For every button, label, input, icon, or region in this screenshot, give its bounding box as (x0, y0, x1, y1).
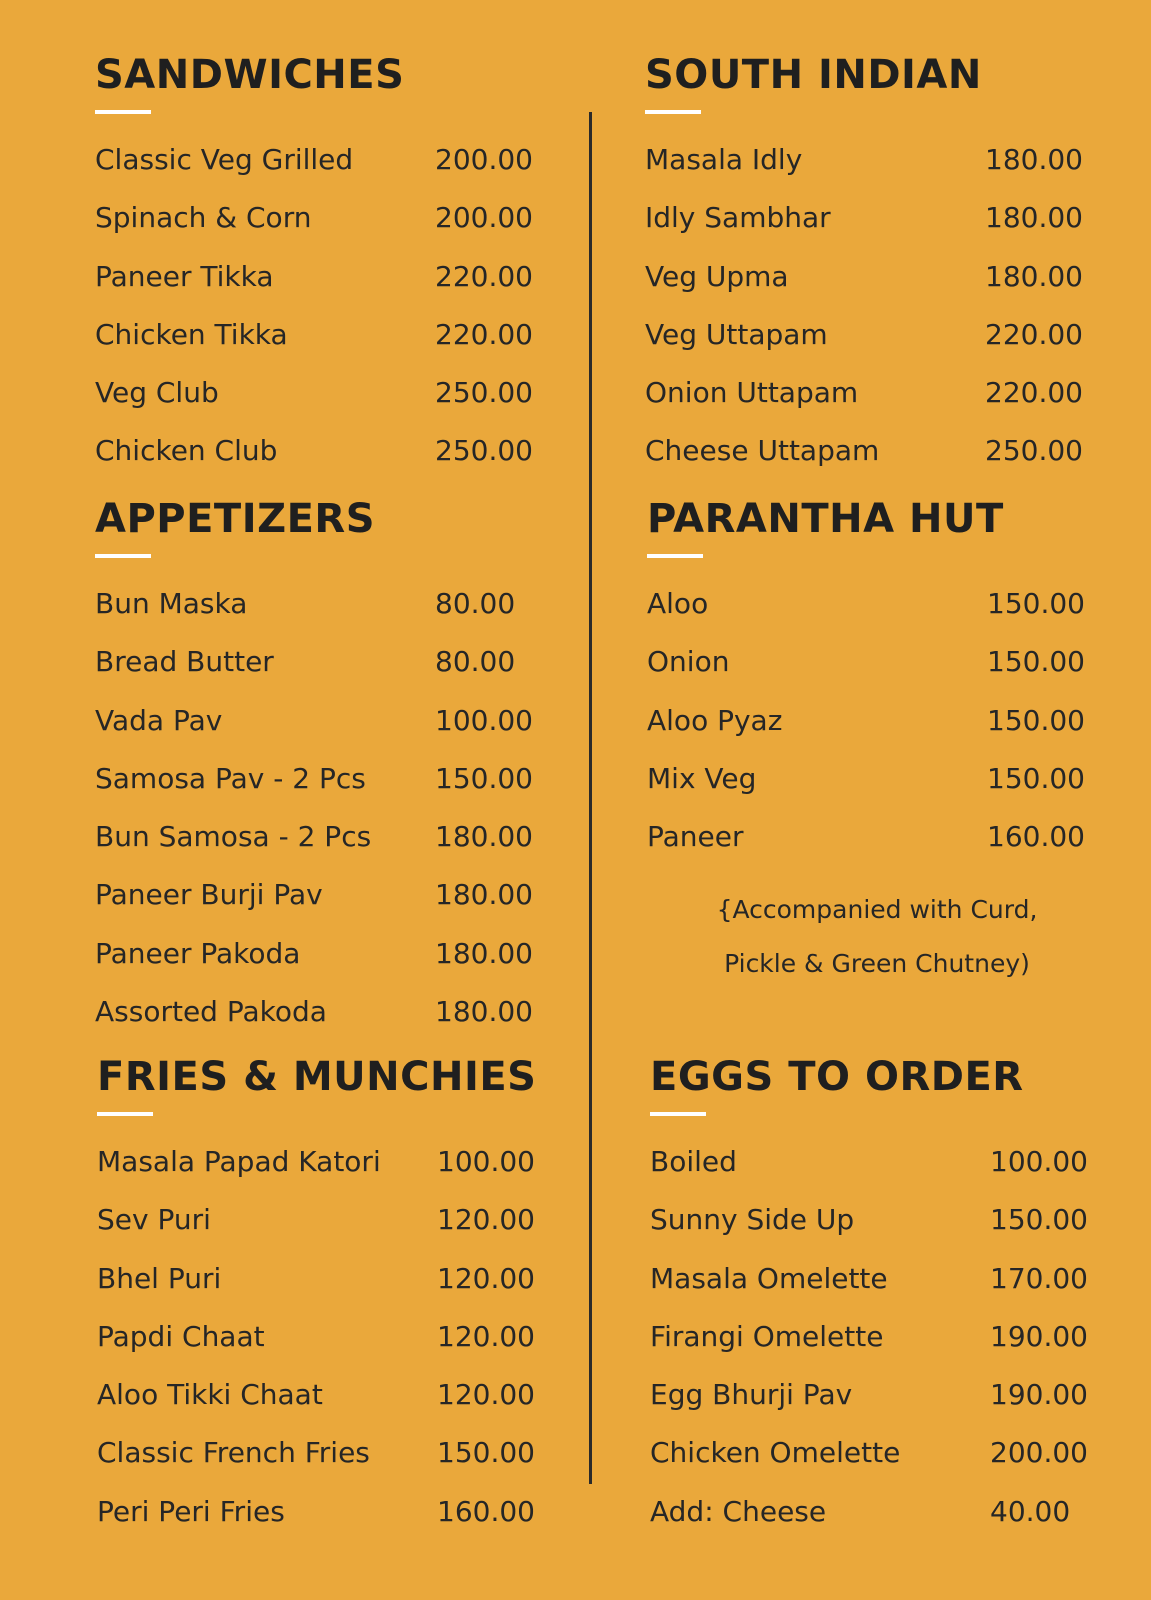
menu-item (97, 1435, 536, 1493)
item-name: Masala Papad Katori (97, 1145, 381, 1178)
item-price: 250.00 (435, 434, 533, 468)
item-name: Bun Maska (95, 587, 248, 620)
menu-item (95, 200, 533, 258)
item-name: Paneer Pakoda (95, 936, 301, 970)
column-divider (589, 112, 592, 1484)
item-price: 120.00 (437, 1378, 535, 1412)
item-price: 220.00 (435, 259, 533, 293)
item-name: Sunny Side Up (650, 1203, 855, 1237)
item-name: Chicken Tikka (95, 317, 288, 351)
item-name: Aloo Tikki Chaat (97, 1378, 323, 1412)
item-price: 160.00 (437, 1494, 535, 1528)
item-name: Veg Upma (645, 259, 789, 293)
item-name: Assorted Pakoda (95, 995, 327, 1029)
item-name: Bread Butter (95, 645, 274, 679)
menu-item (95, 819, 533, 877)
item-price: 180.00 (985, 259, 1083, 293)
item-price: 250.00 (435, 376, 533, 410)
item-price: 180.00 (435, 995, 533, 1029)
item-name: Chicken Club (95, 434, 278, 468)
item-price: 80.00 (435, 645, 516, 679)
menu-item (97, 1202, 536, 1260)
item-name: Add: Cheese (650, 1494, 827, 1528)
item-price: 100.00 (435, 703, 533, 737)
item-price: 190.00 (990, 1378, 1088, 1412)
menu-item (645, 142, 1083, 200)
menu-item (650, 1494, 1071, 1552)
item-price: 180.00 (435, 936, 533, 970)
item-name: Veg Club (95, 376, 219, 410)
section-fries-munchies (97, 1054, 536, 1552)
item-price: 220.00 (435, 317, 533, 351)
item-name: Sev Puri (97, 1203, 211, 1237)
item-name: Paneer Tikka (95, 259, 274, 293)
item-name: Egg Bhurji Pav (650, 1378, 853, 1412)
item-name: Boiled (650, 1145, 737, 1178)
item-price: 180.00 (435, 878, 533, 912)
item-price: 220.00 (985, 317, 1083, 351)
item-name: Veg Uttapam (645, 317, 828, 351)
title-underline (97, 1112, 153, 1116)
item-name: Papdi Chaat (97, 1319, 265, 1353)
menu-item (645, 259, 1083, 317)
item-price: 180.00 (985, 201, 1083, 235)
section-title: APPETIZERS (95, 496, 376, 542)
title-underline (647, 554, 703, 558)
item-name: Onion Uttapam (645, 376, 859, 410)
menu-item (95, 586, 516, 644)
accompaniment-note (647, 883, 1107, 991)
item-price: 200.00 (435, 143, 533, 176)
menu-item (95, 761, 533, 819)
item-price: 80.00 (435, 587, 516, 620)
menu-item (97, 1319, 536, 1377)
title-underline (95, 110, 151, 114)
menu-item (95, 375, 533, 433)
item-price: 220.00 (985, 376, 1083, 410)
item-price: 150.00 (987, 761, 1085, 795)
item-price: 120.00 (437, 1261, 535, 1295)
item-name: Classic Veg Grilled (95, 143, 354, 176)
menu-item (647, 586, 1107, 644)
menu-item (650, 1377, 1088, 1435)
item-price: 160.00 (987, 820, 1085, 854)
item-price: 120.00 (437, 1203, 535, 1237)
item-price: 180.00 (985, 143, 1083, 176)
menu-item (645, 433, 1083, 491)
menu-item (97, 1377, 536, 1435)
menu-item (647, 703, 1107, 761)
menu-item (95, 433, 533, 491)
item-price: 150.00 (435, 761, 533, 795)
item-price: 100.00 (437, 1145, 535, 1178)
item-price: 200.00 (990, 1436, 1088, 1470)
menu-item (645, 375, 1083, 433)
title-underline (645, 110, 701, 114)
title-underline (95, 554, 151, 558)
item-price: 100.00 (990, 1145, 1088, 1178)
item-price: 150.00 (987, 703, 1085, 737)
menu-item (650, 1202, 1088, 1260)
menu-item (95, 317, 533, 375)
item-name: Spinach & Corn (95, 201, 312, 235)
menu-item (95, 142, 533, 200)
section-appetizers (95, 496, 533, 1052)
menu-item (647, 761, 1107, 819)
menu-item (95, 259, 533, 317)
item-price: 170.00 (990, 1261, 1088, 1295)
item-name: Paneer (647, 820, 744, 854)
menu-item (650, 1435, 1088, 1493)
menu-item (97, 1144, 536, 1202)
item-price: 150.00 (987, 645, 1085, 679)
item-price: 120.00 (437, 1319, 535, 1353)
section-title: EGGS TO ORDER (650, 1054, 1024, 1100)
section-title: FRIES & MUNCHIES (97, 1054, 537, 1100)
section-sandwiches (95, 52, 533, 492)
item-name: Cheese Uttapam (645, 434, 880, 468)
item-price: 150.00 (987, 587, 1085, 620)
menu-item (647, 644, 1107, 702)
menu-item (650, 1319, 1088, 1377)
item-price: 250.00 (985, 434, 1083, 468)
item-price: 150.00 (990, 1203, 1088, 1237)
item-price: 190.00 (990, 1319, 1088, 1353)
item-name: Masala Idly (645, 143, 803, 176)
menu-item (95, 877, 533, 935)
menu-item (647, 819, 1107, 877)
item-price: 150.00 (437, 1436, 535, 1470)
menu-item (97, 1261, 536, 1319)
item-price: 200.00 (435, 201, 533, 235)
menu-item (645, 317, 1083, 375)
section-south-indian (645, 52, 1083, 492)
menu-item (650, 1261, 1088, 1319)
section-parantha-hut (647, 496, 1107, 991)
menu-item (95, 994, 533, 1052)
item-name: Firangi Omelette (650, 1319, 884, 1353)
item-name: Chicken Omelette (650, 1436, 901, 1470)
title-underline (650, 1112, 706, 1116)
note-line: {Accompanied with Curd, (716, 895, 1038, 925)
menu-item (95, 936, 533, 994)
item-name: Peri Peri Fries (97, 1494, 285, 1528)
item-name: Aloo Pyaz (647, 703, 783, 737)
item-name: Bun Samosa - 2 Pcs (95, 820, 372, 854)
section-title: SANDWICHES (95, 52, 405, 98)
item-name: Idly Sambhar (645, 201, 831, 235)
item-name: Paneer Burji Pav (95, 878, 323, 912)
menu-item (645, 200, 1083, 258)
item-name: Masala Omelette (650, 1261, 888, 1295)
item-name: Mix Veg (647, 761, 757, 795)
menu-item (95, 644, 516, 702)
menu-item (95, 703, 533, 761)
item-name: Classic French Fries (97, 1436, 370, 1470)
item-name: Aloo (647, 587, 709, 620)
item-name: Vada Pav (95, 703, 223, 737)
item-price: 180.00 (435, 820, 533, 854)
menu-item (97, 1494, 536, 1552)
item-name: Samosa Pav - 2 Pcs (95, 761, 366, 795)
item-name: Onion (647, 645, 730, 679)
menu-item (650, 1144, 1088, 1202)
item-price: 40.00 (990, 1494, 1071, 1528)
section-eggs-to-order (650, 1054, 1088, 1552)
section-title: PARANTHA HUT (647, 496, 1004, 542)
item-name: Bhel Puri (97, 1261, 222, 1295)
note-line: Pickle & Green Chutney) (724, 949, 1030, 979)
section-title: SOUTH INDIAN (645, 52, 982, 98)
